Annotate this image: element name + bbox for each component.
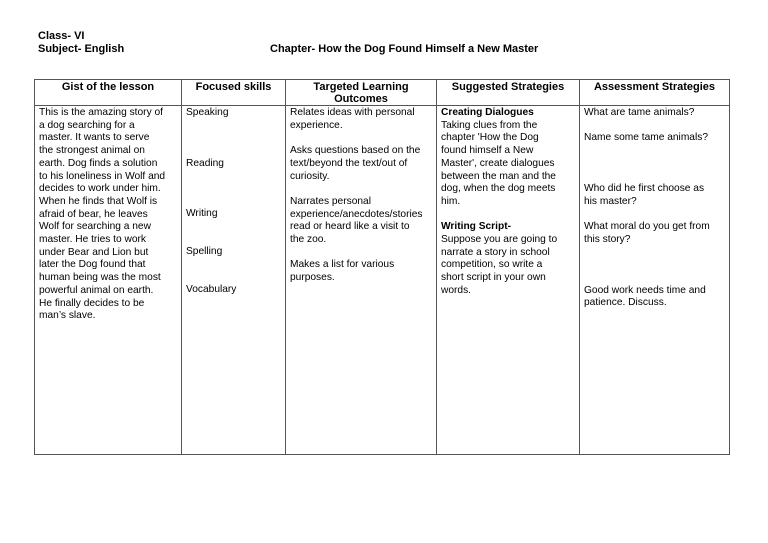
outcome-line: text/beyond the text/out of — [290, 157, 408, 169]
gist-line: This is the amazing story of — [39, 107, 163, 118]
assessment-question — [584, 221, 726, 246]
outcome-line: read or heard like a visit to — [290, 221, 410, 233]
gist-line: powerful animal on earth. — [39, 284, 154, 296]
skill-reading: Reading — [186, 157, 224, 169]
outcome-line: Relates ideas with personal — [290, 107, 415, 118]
gist-line: man’s slave. — [39, 310, 96, 322]
strategy-title: Writing Script- — [441, 221, 511, 233]
outcome-list — [290, 259, 433, 284]
gist-line: a dog searching for a — [39, 119, 135, 131]
strategies-cell — [437, 106, 580, 455]
outcome-narrates — [290, 196, 433, 247]
gist-line: human being was the most — [39, 272, 161, 284]
table-row — [35, 106, 730, 455]
outcome-line: the zoo. — [290, 234, 327, 245]
skill-vocabulary: Vocabulary — [186, 283, 237, 295]
assessment-line: Who did he first choose as — [584, 183, 705, 195]
subject-label: Subject- English — [38, 43, 125, 55]
outcome-line: purposes. — [290, 272, 335, 284]
assessment-line: Name some tame animals? — [584, 132, 708, 144]
assessment-line: this story? — [584, 233, 631, 245]
assessment-question — [584, 183, 726, 208]
gist-line: under Bear and Lion but — [39, 246, 149, 258]
assessment-question — [584, 107, 726, 120]
outcome-line: Makes a list for various — [290, 259, 395, 271]
gist-line: to his loneliness in Wolf and — [39, 170, 166, 182]
assessment-line: What moral do you get from — [584, 221, 710, 233]
col-header-strategies: Suggested Strategies — [437, 80, 580, 106]
strategy-line: words. — [441, 284, 472, 296]
strategy-line: dog, when the dog meets — [441, 183, 556, 195]
outcome-line: experience/anecdotes/stories — [290, 208, 423, 220]
col-header-assessment: Assessment Strategies — [580, 80, 730, 106]
gist-line: earth. Dog finds a solution — [39, 157, 158, 169]
assessment-line: Good work needs time and — [584, 284, 706, 296]
strategy-line: him. — [441, 195, 461, 207]
gist-line: the strongest animal on — [39, 145, 145, 157]
gist-line: When he finds that Wolf is — [39, 195, 158, 207]
skill-spelling: Spelling — [186, 246, 223, 258]
strategy-line: competition, so write a — [441, 259, 543, 271]
outcome-line: Asks questions based on the — [290, 145, 421, 157]
col-header-gist: Gist of the lesson — [35, 80, 182, 106]
assessment-line: What are tame animals? — [584, 107, 695, 118]
assessment-line: patience. Discuss. — [584, 297, 667, 309]
skill-writing: Writing — [186, 208, 218, 220]
gist-line: master. He tries to work — [39, 234, 146, 246]
outcome-relates — [290, 107, 433, 132]
outcome-line: experience. — [290, 119, 343, 131]
strategy-title: Creating Dialogues — [441, 107, 534, 118]
table-header-row — [35, 80, 730, 106]
outcome-line: Narrates personal — [290, 195, 371, 207]
skills-cell — [182, 106, 286, 455]
strategy-line: Master', create dialogues — [441, 157, 555, 169]
skill-speaking: Speaking — [186, 107, 229, 118]
strategy-script — [441, 221, 576, 297]
strategy-line: narrate a story in school — [441, 246, 550, 258]
outcomes-cell — [286, 106, 437, 455]
gist-cell — [35, 106, 182, 455]
strategy-line: chapter 'How the Dog — [441, 132, 539, 144]
strategy-line: found himself a New — [441, 145, 534, 157]
assessment-line: his master? — [584, 195, 637, 207]
gist-line: Wolf for searching a new — [39, 221, 151, 233]
lesson-plan-table — [34, 79, 730, 455]
class-label: Class- VI — [38, 30, 85, 42]
assessment-question — [584, 285, 726, 310]
assessment-question — [584, 132, 726, 145]
gist-line: later the Dog found that — [39, 259, 146, 271]
col-header-skills: Focused skills — [182, 80, 286, 106]
col-header-outcomes: Targeted Learning Outcomes — [286, 80, 437, 106]
outcome-asks — [290, 145, 433, 183]
outcome-line: curiosity. — [290, 170, 330, 182]
gist-line: He finally decides to be — [39, 297, 145, 309]
assessment-cell — [580, 106, 730, 455]
strategy-line: between the man and the — [441, 170, 556, 182]
gist-line: master. It wants to serve — [39, 132, 150, 144]
gist-line: afraid of bear, he leaves — [39, 208, 148, 220]
chapter-title: Chapter- How the Dog Found Himself a New Master — [270, 43, 539, 55]
strategy-line: Suppose you are going to — [441, 234, 558, 246]
strategy-dialogues — [441, 107, 576, 209]
strategy-line: short script in your own — [441, 272, 546, 284]
gist-line: decides to work under him. — [39, 183, 161, 195]
strategy-line: Taking clues from the — [441, 119, 538, 131]
